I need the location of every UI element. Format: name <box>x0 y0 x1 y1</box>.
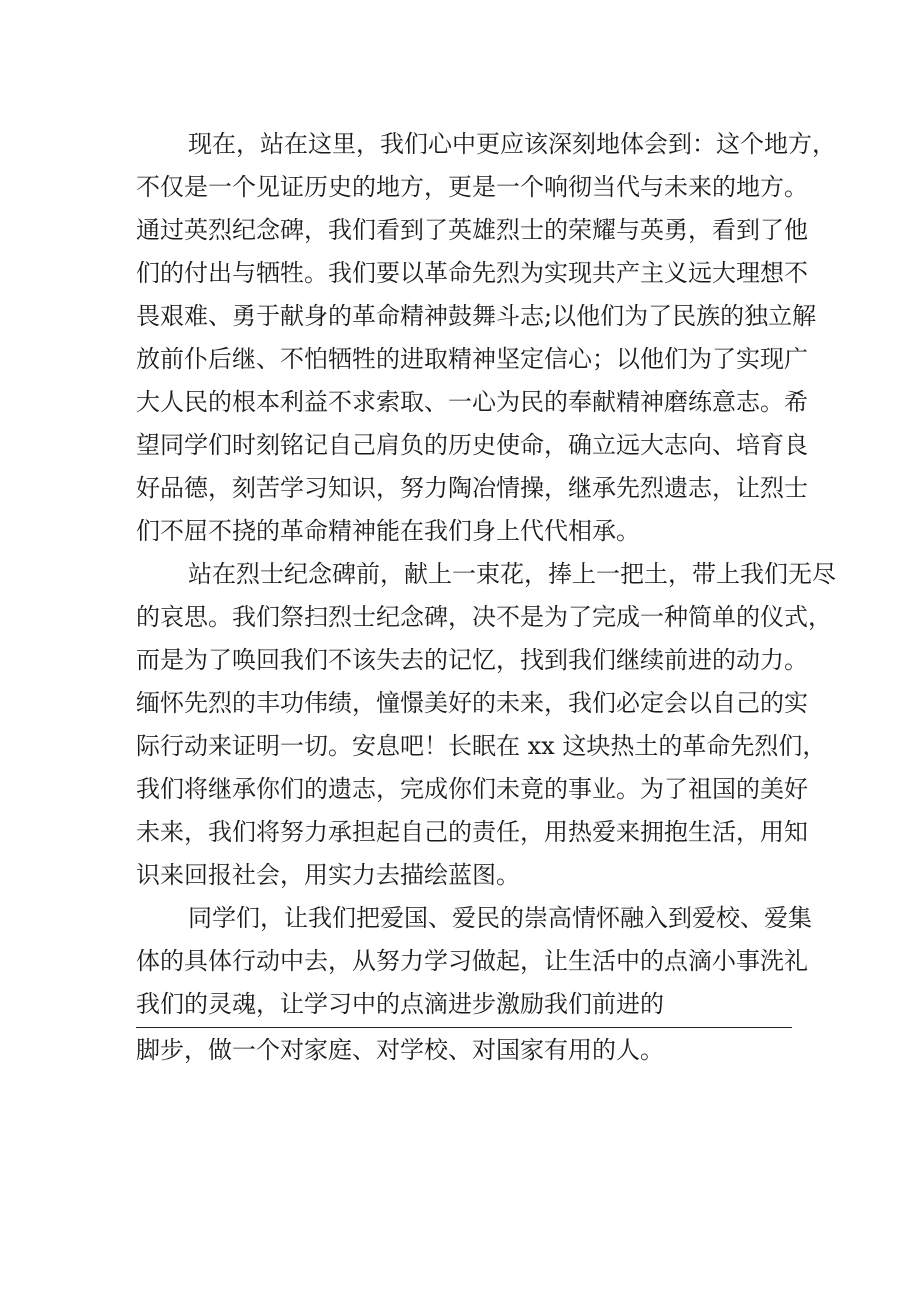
paragraph-2-line-6: 我们将继承你们的遗志，完成你们未竟的事业。为了祖国的美好 <box>136 775 808 803</box>
paragraph-3-line-4: 脚步，做一个对家庭、对学校、对国家有用的人。 <box>136 1036 664 1064</box>
paragraph-1-line-6: 放前仆后继、不怕牺牲的进取精神坚定信心；以他们为了实现广 <box>136 345 808 373</box>
paragraph-1-line-9: 好品德，刻苦学习知识，努力陶冶情操，继承先烈遗志，让烈士 <box>136 474 808 502</box>
paragraph-1-line-3: 通过英烈纪念碑，我们看到了英雄烈士的荣耀与英勇，看到了他 <box>136 216 808 244</box>
paragraph-2-line-1: 站在烈士纪念碑前，献上一束花，捧上一把土，带上我们无尽 <box>188 560 836 588</box>
paragraph-3-line-3: 我们的灵魂，让学习中的点滴进步激励我们前进的 <box>136 990 664 1018</box>
paragraph-2-line-5: 际行动来证明一切。安息吧！长眠在 xx 这块热土的革命先烈们， <box>136 732 827 760</box>
paragraph-2-line-2: 的哀思。我们祭扫烈士纪念碑，决不是为了完成一种简单的仪式， <box>136 603 832 631</box>
paragraph-3-line-1: 同学们，让我们把爱国、爱民的崇高情怀融入到爱校、爱集 <box>188 904 812 932</box>
paragraph-1-line-10: 们不屈不挠的革命精神能在我们身上代代相承。 <box>136 517 640 545</box>
horizontal-rule <box>136 1027 792 1028</box>
paragraph-1-line-7: 大人民的根本利益不求索取、一心为民的奉献精神磨练意志。希 <box>136 388 808 416</box>
paragraph-1-line-4: 们的付出与牺牲。我们要以革命先烈为实现共产主义远大理想不 <box>136 259 808 287</box>
paragraph-1-line-1: 现在，站在这里，我们心中更应该深刻地体会到：这个地方， <box>188 130 836 158</box>
paragraph-2-line-4: 缅怀先烈的丰功伟绩，憧憬美好的未来，我们必定会以自己的实 <box>136 689 808 717</box>
paragraph-2-line-7: 未来，我们将努力承担起自己的责任，用热爱来拥抱生活，用知 <box>136 818 808 846</box>
paragraph-2-line-3: 而是为了唤回我们不该失去的记忆，找到我们继续前进的动力。 <box>136 646 808 674</box>
paragraph-3-line-2: 体的具体行动中去，从努力学习做起，让生活中的点滴小事洗礼 <box>136 947 808 975</box>
paragraph-1-line-2: 不仅是一个见证历史的地方，更是一个响彻当代与未来的地方。 <box>136 173 808 201</box>
paragraph-1-line-5: 畏艰难、勇于献身的革命精神鼓舞斗志;以他们为了民族的独立解 <box>136 302 817 330</box>
paragraph-1-line-8: 望同学们时刻铭记自己肩负的历史使命，确立远大志向、培育良 <box>136 431 808 459</box>
paragraph-2-line-8: 识来回报社会，用实力去描绘蓝图。 <box>136 861 520 889</box>
